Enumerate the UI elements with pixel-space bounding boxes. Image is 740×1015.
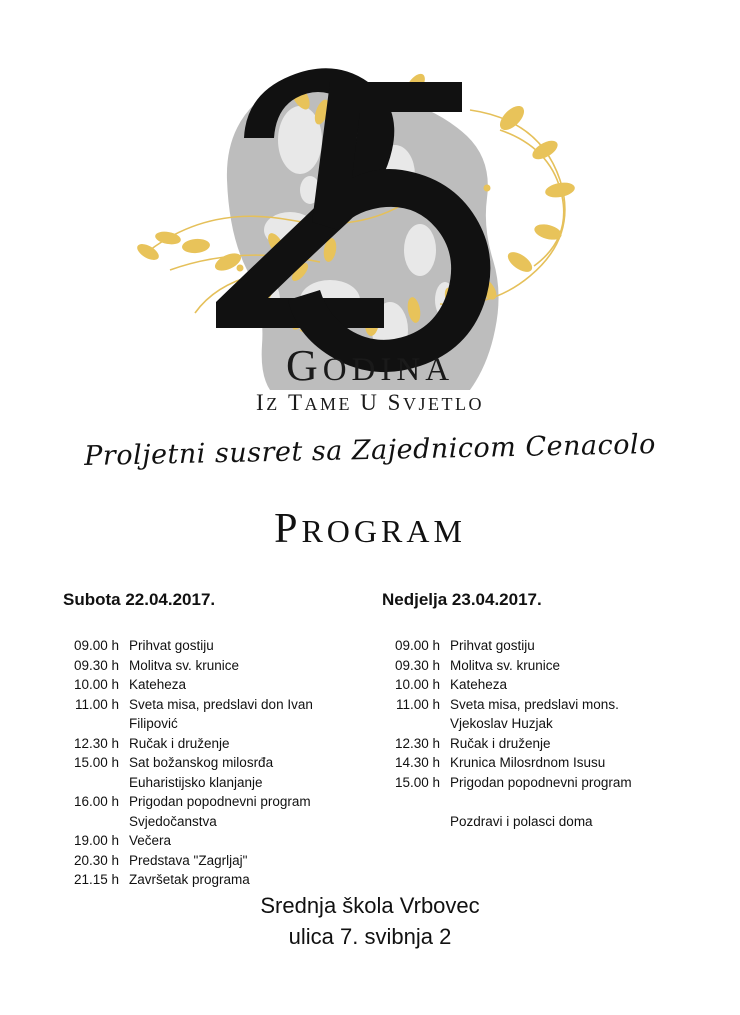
row-desc: Pozdravi i polasci doma <box>450 813 593 829</box>
row-time: 11.00 h <box>395 696 440 712</box>
logo-tagline: IZ TAME U SVJETLO <box>256 390 484 415</box>
schedule-row <box>378 734 683 754</box>
day-saturday-heading: Subota 22.04.2017. <box>63 590 216 609</box>
schedule-row-continuation <box>57 773 362 793</box>
row-desc: Molitva sv. krunice <box>129 657 240 673</box>
schedule-row <box>57 636 362 656</box>
row-desc: Krunica Milosrdnom Isusu <box>450 755 606 770</box>
row-time: 10.00 h <box>73 677 119 692</box>
row-desc: Ručak i druženje <box>129 735 230 751</box>
schedule-row-spacer <box>378 792 683 812</box>
schedule-row <box>378 675 683 695</box>
row-desc: Euharistijsko klanjanje <box>129 774 263 790</box>
schedule-section <box>0 590 740 890</box>
row-time: 11.00 h <box>74 696 119 712</box>
day-sunday-rows <box>378 636 683 831</box>
row-time: 09.00 h <box>394 638 440 653</box>
day-sunday-heading: Nedjelja 23.04.2017. <box>382 590 542 609</box>
row-desc: Prigodan popodnevni program <box>450 774 632 790</box>
row-desc: Kateheza <box>129 677 187 692</box>
row-desc: Sveta misa, predslavi mons. <box>450 696 619 712</box>
schedule-row <box>378 656 683 676</box>
schedule-row <box>57 851 362 871</box>
logo-godina-text: GODINA <box>285 341 455 390</box>
row-time: 09.30 h <box>73 657 119 673</box>
row-time: 15.00 h <box>73 755 119 770</box>
schedule-row <box>57 831 362 851</box>
row-desc: Ručak i druženje <box>450 735 551 751</box>
row-desc: Vjekoslav Huzjak <box>450 716 553 731</box>
row-desc: Svjedočanstva <box>129 813 217 829</box>
row-time: 09.30 h <box>394 657 440 673</box>
row-desc: Prihvat gostiju <box>129 638 214 653</box>
row-time: 12.30 h <box>394 735 440 751</box>
row-desc: Prigodan popodnevni program <box>129 794 311 809</box>
row-time: 21.15 h <box>73 872 119 887</box>
schedule-row <box>57 870 362 890</box>
schedule-row <box>57 792 362 812</box>
row-desc: Sveta misa, predslavi don Ivan Filipović <box>129 696 313 731</box>
row-time: 10.00 h <box>394 677 440 692</box>
venue-address: ulica 7. svibnja 2 <box>288 924 452 949</box>
event-script-title: Proljetni susret sa Zajednicom Cenacolo <box>83 429 657 472</box>
day-saturday-rows <box>57 636 362 890</box>
schedule-row <box>378 636 683 656</box>
logo-godina-rest: ODINA <box>322 352 455 388</box>
row-time: 20.30 h <box>73 852 119 868</box>
venue-footer <box>0 890 740 952</box>
day-sunday-column <box>370 590 691 890</box>
day-saturday-column <box>49 590 370 890</box>
page-title: PROGRAM <box>274 506 466 552</box>
row-desc: Prihvat gostiju <box>450 638 535 653</box>
schedule-row <box>378 773 683 793</box>
schedule-row <box>378 753 683 773</box>
row-time: 09.00 h <box>73 638 119 653</box>
row-desc: Večera <box>129 833 172 848</box>
row-time: 16.00 h <box>73 794 119 809</box>
schedule-row <box>57 734 362 754</box>
row-desc: Sat božanskog milosrđa <box>129 755 274 770</box>
row-desc: Predstava "Zagrljaj" <box>129 852 248 868</box>
schedule-row <box>57 753 362 773</box>
venue-name: Srednja škola Vrbovec <box>260 893 480 918</box>
schedule-row-continuation <box>57 812 362 832</box>
row-desc: Završetak programa <box>129 872 250 887</box>
schedule-row-continuation <box>378 812 683 832</box>
row-desc: Kateheza <box>450 677 508 692</box>
schedule-row <box>378 695 683 715</box>
row-time: 12.30 h <box>73 735 119 751</box>
schedule-row <box>57 656 362 676</box>
logo-area <box>0 0 740 420</box>
row-time: 19.00 h <box>73 833 119 848</box>
row-time: 14.30 h <box>394 755 440 770</box>
row-time: 15.00 h <box>394 774 440 790</box>
schedule-row-continuation <box>378 714 683 734</box>
schedule-row <box>57 675 362 695</box>
row-desc: Molitva sv. krunice <box>450 657 561 673</box>
schedule-row <box>57 695 362 734</box>
